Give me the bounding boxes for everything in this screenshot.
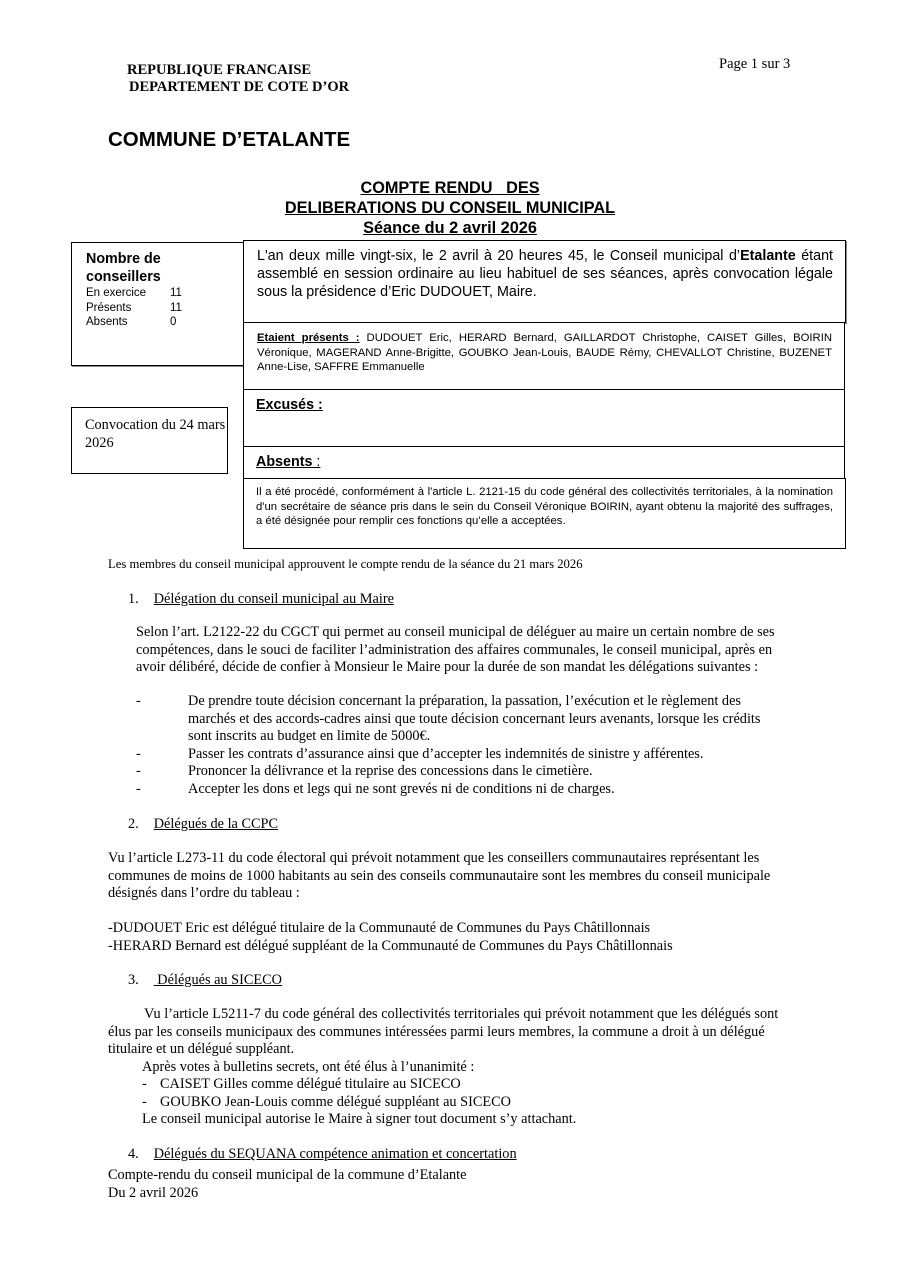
list-item: - Accepter les dons et legs qui ne sont grevés ni de conditions ni de charges. (136, 781, 786, 799)
secretaire-text: Il a été procédé, conformément à l'article L. 2121-15 du code général des collectivités territoriales, à la nomination d'un secrétaire de séance pris dans le sein du Conseil Véronique BOIRIN, ayant obtenu la majorité des suffrages, a été désignée pour remplir ces fonctions qu’elle a acceptées. (256, 486, 833, 527)
commune-name: Etalante (740, 248, 796, 264)
vote-text: Après votes à bulletins secrets, ont été élus à l’unanimité : (142, 1059, 475, 1075)
section-heading (128, 1146, 517, 1163)
approval-text: Les membres du conseil municipal approuvent le compte rendu de la séance du 21 mars 2026 (108, 557, 583, 571)
count-label: Présents (86, 301, 132, 314)
list-item: - De prendre toute décision concernant la préparation, la passation, l’exécution et le règlement des marchés et des accords-cadres ainsi que toute décision concernant leurs avenants, lorsque les crédits sont inscrits au budget en limite de 5000€. (136, 693, 786, 746)
intro-text: étant assemblé en session ordinaire au lieu habituel de ses séances, après convocation légale sous la présidence d’Eric DUDOUET, Maire. (257, 248, 833, 300)
count-row (86, 301, 250, 316)
list-item: - Passer les contrats d’assurance ainsi que d’accepter les indemnités de sinistre y afférentes. (136, 746, 786, 764)
section-text: Vu l’article L5211-7 du code général des collectivités territoriales qui prévoit notamment que les délégués sont élus par les conseils municipaux des communes intéressées parmi leurs membres, la commune a droit à un délégué titulaire et un délégué suppléant. (108, 1006, 779, 1057)
delegates-list (108, 920, 673, 955)
section-text: Selon l’art. L2122-22 du CGCT qui permet au conseil municipal de déléguer au maire un certain nombre de ses compétences, dans le souci de faciliter l’administration des affaires communales, le conseil municipal, après en avoir délibéré, décide de confier à Monsieur le Maire pour la durée de son mandat les délégations suivantes : (136, 624, 775, 675)
footer-line: Compte-rendu du conseil municipal de la commune d’Etalante (108, 1167, 467, 1183)
section-heading (128, 972, 282, 989)
page-number: Page 1 sur 3 (719, 56, 791, 72)
section-number: 2. (128, 816, 139, 832)
count-row (86, 315, 250, 330)
title-line: DELIBERATIONS DU CONSEIL MUNICIPAL (284, 199, 616, 217)
section-number: 1. (128, 591, 139, 607)
counts-box (71, 242, 251, 366)
section-title: Délégation du conseil municipal au Maire (153, 591, 394, 607)
counts-heading: Nombre de (86, 251, 161, 267)
presents-list: DUDOUET Eric, HERARD Bernard, GAILLARDOT Christophe, CAISET Gilles, BOIRIN Véronique, MAGERAND Anne-Brigitte, GOUBKO Jean-Louis, BAUDE Rémy, CHEVALLOT Christine, BUZENET Anne-Lise, SAFFRE Emmanuelle (257, 332, 832, 373)
intro-text: L'an deux mille vingt-six, le 2 avril à 20 heures 45, le Conseil municipal d’ (257, 248, 741, 264)
delegation-list (136, 693, 786, 798)
count-row (86, 286, 250, 301)
count-label: Absents (86, 316, 128, 328)
section-number: 3. (128, 972, 139, 988)
section-number: 4. (128, 1146, 139, 1162)
header-line: REPUBLIQUE FRANCAISE (127, 62, 312, 78)
delegate-line: -HERARD Bernard est délégué suppléant de la Communauté de Communes du Pays Châtillonnais (108, 937, 673, 954)
section-title: Délégués de la CCPC (153, 816, 279, 832)
footer (108, 1167, 467, 1202)
list-item: - GOUBKO Jean-Louis comme délégué suppléant au SICECO (142, 1094, 742, 1112)
presents-box (243, 322, 845, 390)
excuses-label: Excusés : (256, 397, 323, 413)
section-title: Délégués du SEQUANA compétence animation et concertation (153, 1146, 517, 1162)
absents-box (243, 446, 845, 479)
title-line: COMPTE RENDU DES (360, 179, 540, 197)
footer-line: Du 2 avril 2026 (108, 1184, 199, 1201)
count-value: 0 (170, 316, 177, 328)
republique-header (127, 62, 349, 96)
presents-label: Etaient présents : (257, 332, 360, 344)
section-title: Délégués au SICECO (153, 972, 282, 988)
header-line: DEPARTEMENT DE COTE D’OR (129, 79, 350, 95)
convocation-text: Convocation du 24 mars 2026 (85, 417, 226, 451)
convocation-box (71, 407, 228, 474)
intro-box (243, 240, 846, 323)
excuses-box (243, 389, 845, 447)
absents-colon: : (312, 454, 321, 470)
section-heading (128, 816, 278, 833)
document-title (0, 178, 900, 238)
counts-table (86, 286, 250, 330)
counts-heading: conseillers (86, 269, 161, 285)
secretaire-box (243, 478, 846, 549)
absents-label: Absents (256, 454, 313, 470)
commune-title: COMMUNE D’ETALANTE (108, 128, 351, 151)
siceco-list (142, 1076, 742, 1111)
count-value: 11 (170, 301, 182, 314)
section-text: Vu l’article L273-11 du code électoral qui prévoit notamment que les conseillers communautaires représentant les communes de moins de 1000 habitants au sein des conseils communautaire sont les membres du conseil municipale désignés dans l’ordre du tableau : (108, 850, 771, 901)
list-item: - Prononcer la délivrance et la reprise des concessions dans le cimetière. (136, 763, 786, 781)
delegate-line: -DUDOUET Eric est délégué titulaire de la Communauté de Communes du Pays Châtillonnais (108, 920, 651, 936)
section-heading (128, 591, 394, 608)
list-item: - CAISET Gilles comme délégué titulaire au SICECO (142, 1076, 742, 1094)
title-line: Séance du 2 avril 2026 (363, 219, 537, 237)
count-label: En exercice (86, 287, 147, 299)
closing-text: Le conseil municipal autorise le Maire à signer tout document s’y attachant. (142, 1111, 577, 1127)
count-value: 11 (170, 287, 182, 299)
